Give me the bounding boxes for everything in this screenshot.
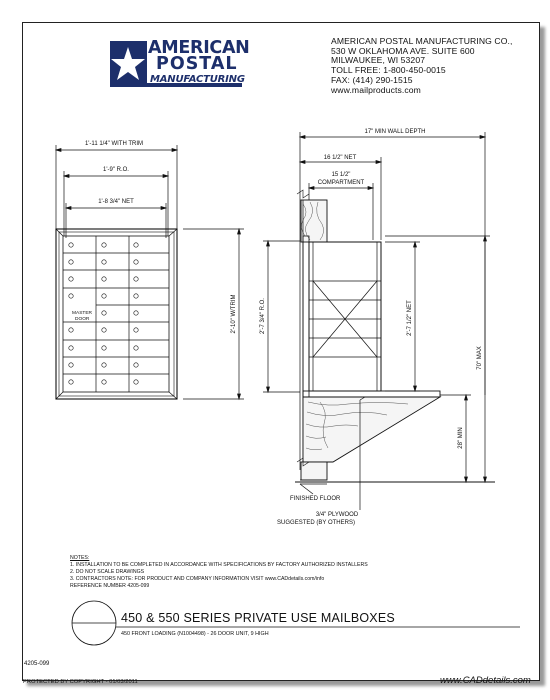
company-website: www.mailproducts.com xyxy=(331,84,421,95)
copyright-notice: PROTECTED BY COPYRIGHT - 01/03/2011 xyxy=(23,679,138,685)
dim-width-ro: 1'-9" R.O. xyxy=(103,167,129,173)
note-2: 2. DO NOT SCALE DRAWINGS xyxy=(70,569,145,575)
company-tollfree: TOLL FREE: 1-800-450-0015 xyxy=(331,65,446,76)
note-3: 3. CONTRACTORS NOTE: FOR PRODUCT AND COMPANY INFORMATION VISIT www.CADdetails.com/info xyxy=(70,576,325,582)
master-door-label-1: MASTER xyxy=(72,311,92,316)
note-4: REFERENCE NUMBER 4205-099 xyxy=(70,583,150,589)
dim-height-net: 2'-7 1/2" NET xyxy=(407,300,413,336)
company-info xyxy=(331,37,513,95)
master-door-label-2: DOOR xyxy=(75,317,90,322)
notes-block xyxy=(70,555,368,590)
front-view xyxy=(56,145,300,399)
plywood-label-2: SUGGESTED (BY OTHERS) xyxy=(277,520,355,526)
notes-heading: NOTES: xyxy=(70,555,90,561)
dim-max-height: 70" MAX xyxy=(477,346,483,370)
company-address-2: MILWAUKEE, WI 53207 xyxy=(331,55,426,66)
drawing-subtitle: 450 FRONT LOADING (N1004498) - 26 DOOR UNIT, 9 HIGH xyxy=(121,631,269,637)
dim-min-height: 28" MIN xyxy=(458,427,464,449)
dim-width-trim: 1'-11 1/4" WITH TRIM xyxy=(84,141,144,147)
company-fax: FAX: (414) 290-1515 xyxy=(331,74,413,85)
logo-line-2: POSTAL xyxy=(156,54,238,74)
company-address-1: 530 W OKLAHOMA AVE. SUITE 600 xyxy=(331,45,475,56)
dim-net-depth: 16 1/2" NET xyxy=(323,155,357,161)
dim-compartment-1: 15 1/2" xyxy=(331,172,351,178)
logo-line-1: AMERICAN xyxy=(148,38,250,58)
note-1: 1. INSTALLATION TO BE COMPLETED IN ACCORDANCE WITH SPECIFICATIONS BY FACTORY AUTHORIZED INSTALLERS xyxy=(70,562,368,568)
dim-wall-depth: 17" MIN WALL DEPTH xyxy=(364,129,426,135)
dim-compartment-2: COMPARTMENT xyxy=(317,180,365,186)
company-name: AMERICAN POSTAL MANUFACTURING CO., xyxy=(331,36,513,46)
plywood-label-1: 3/4" PLYWOOD xyxy=(315,512,359,518)
dim-height-ro: 2'-7 3/4" R.O. xyxy=(260,298,266,334)
dim-width-net: 1'-8 3/4" NET xyxy=(98,199,134,205)
logo-line-3: MANUFACTURING xyxy=(150,74,245,85)
dim-height-trim: 2'-10" W/TRIM xyxy=(231,294,237,334)
drawing-title: 450 & 550 SERIES PRIVATE USE MAILBOXES xyxy=(121,611,395,625)
side-section xyxy=(295,132,495,510)
company-logo xyxy=(148,40,250,88)
reference-number: 4205-099 xyxy=(24,661,50,667)
finished-floor-label: FINISHED FLOOR xyxy=(290,496,341,502)
caddetails-link[interactable]: www.CADdetails.com xyxy=(440,675,531,686)
